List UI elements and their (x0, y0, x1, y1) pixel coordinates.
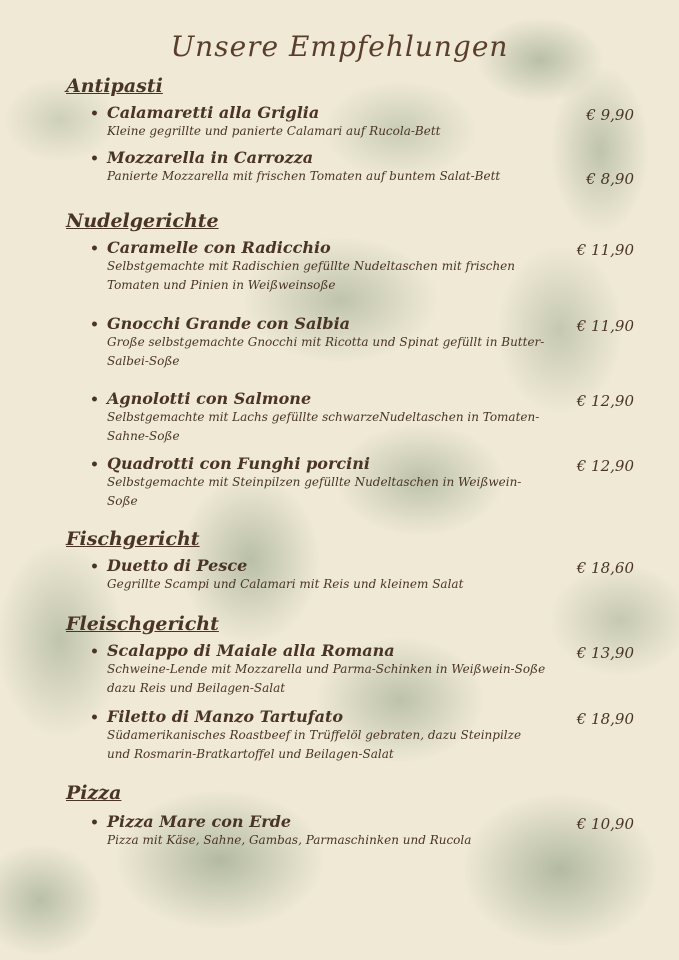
dish-price: € 13,90 (576, 644, 634, 662)
dish-item (90, 556, 640, 594)
dish-name: • Duetto di Pesce (90, 556, 248, 575)
dish-item (90, 454, 640, 511)
dish-name: • Caramelle con Radicchio (90, 238, 331, 257)
dish-description: Kleine gegrillte und panierte Calamari auf Rucola-Bett (107, 124, 441, 138)
dish-item (90, 238, 640, 295)
bullet-icon: • (90, 151, 99, 167)
dish-price: € 10,90 (576, 815, 634, 833)
dish-price: € 11,90 (576, 317, 634, 335)
dish-name: • Pizza Mare con Erde (90, 812, 292, 831)
dish-description: Südamerikanisches Roastbeef in Trüffelöl gebraten, dazu Steinpilze und Rosmarin-Bratkartoffel und Beilagen-Salat (107, 728, 522, 761)
section-heading-antipasti: Antipasti (66, 75, 163, 97)
dish-description: Schweine-Lende mit Mozzarella und Parma-Schinken in Weißwein-Soße dazu Reis und Beilagen-Salat (107, 662, 546, 695)
section-heading-fleischgericht: Fleischgericht (66, 613, 219, 635)
bullet-icon: • (90, 559, 99, 575)
dish-name: • Scalappo di Maiale alla Romana (90, 641, 395, 660)
dish-name: • Calamaretti alla Griglia (90, 103, 320, 122)
dish-item (90, 641, 640, 698)
dish-description: Panierte Mozzarella mit frischen Tomaten auf buntem Salat-Bett (107, 169, 501, 183)
dish-item (90, 103, 640, 141)
dish-price: € 12,90 (576, 457, 634, 475)
dish-price: € 12,90 (576, 392, 634, 410)
dish-price: € 18,60 (576, 559, 634, 577)
bullet-icon: • (90, 457, 99, 473)
page-title: Unsere Empfehlungen (170, 30, 509, 63)
dish-name: • Mozzarella in Carrozza (90, 148, 314, 167)
bullet-icon: • (90, 815, 99, 831)
dish-item (90, 314, 640, 371)
dish-price: € 9,90 (586, 106, 634, 124)
bullet-icon: • (90, 241, 99, 257)
dish-description: Selbstgemachte mit Radischien gefüllte Nudeltaschen mit frischen Tomaten und Pinien in Weißweinsoße (107, 259, 516, 292)
dish-name: • Quadrotti con Funghi porcini (90, 454, 370, 473)
dish-description: Selbstgemachte mit Steinpilzen gefüllte Nudeltaschen in Weißwein-Soße (107, 475, 522, 508)
bullet-icon: • (90, 392, 99, 408)
dish-item (90, 707, 640, 764)
dish-item (90, 389, 640, 446)
dish-description: Gegrillte Scampi und Calamari mit Reis und kleinem Salat (107, 577, 464, 591)
dish-name: • Filetto di Manzo Tartufato (90, 707, 344, 726)
dish-price: € 11,90 (576, 241, 634, 259)
dish-name: • Gnocchi Grande con Salbia (90, 314, 351, 333)
bullet-icon: • (90, 317, 99, 333)
dish-price: € 8,90 (586, 170, 634, 188)
section-heading-pizza: Pizza (66, 782, 122, 804)
dish-description: Selbstgemachte mit Lachs gefüllte schwarzeNudeltaschen in Tomaten-Sahne-Soße (107, 410, 540, 443)
bullet-icon: • (90, 644, 99, 660)
section-heading-nudelgerichte: Nudelgerichte (66, 210, 219, 232)
dish-name: • Agnolotti con Salmone (90, 389, 312, 408)
bullet-icon: • (90, 710, 99, 726)
dish-item (90, 148, 640, 186)
section-heading-fischgericht: Fischgericht (66, 528, 200, 550)
dish-description: Große selbstgemachte Gnocchi mit Ricotta und Spinat gefüllt in Butter-Salbei-Soße (107, 335, 545, 368)
dish-description: Pizza mit Käse, Sahne, Gambas, Parmaschinken und Rucola (107, 833, 472, 847)
bullet-icon: • (90, 106, 99, 122)
dish-item (90, 812, 640, 850)
dish-price: € 18,90 (576, 710, 634, 728)
